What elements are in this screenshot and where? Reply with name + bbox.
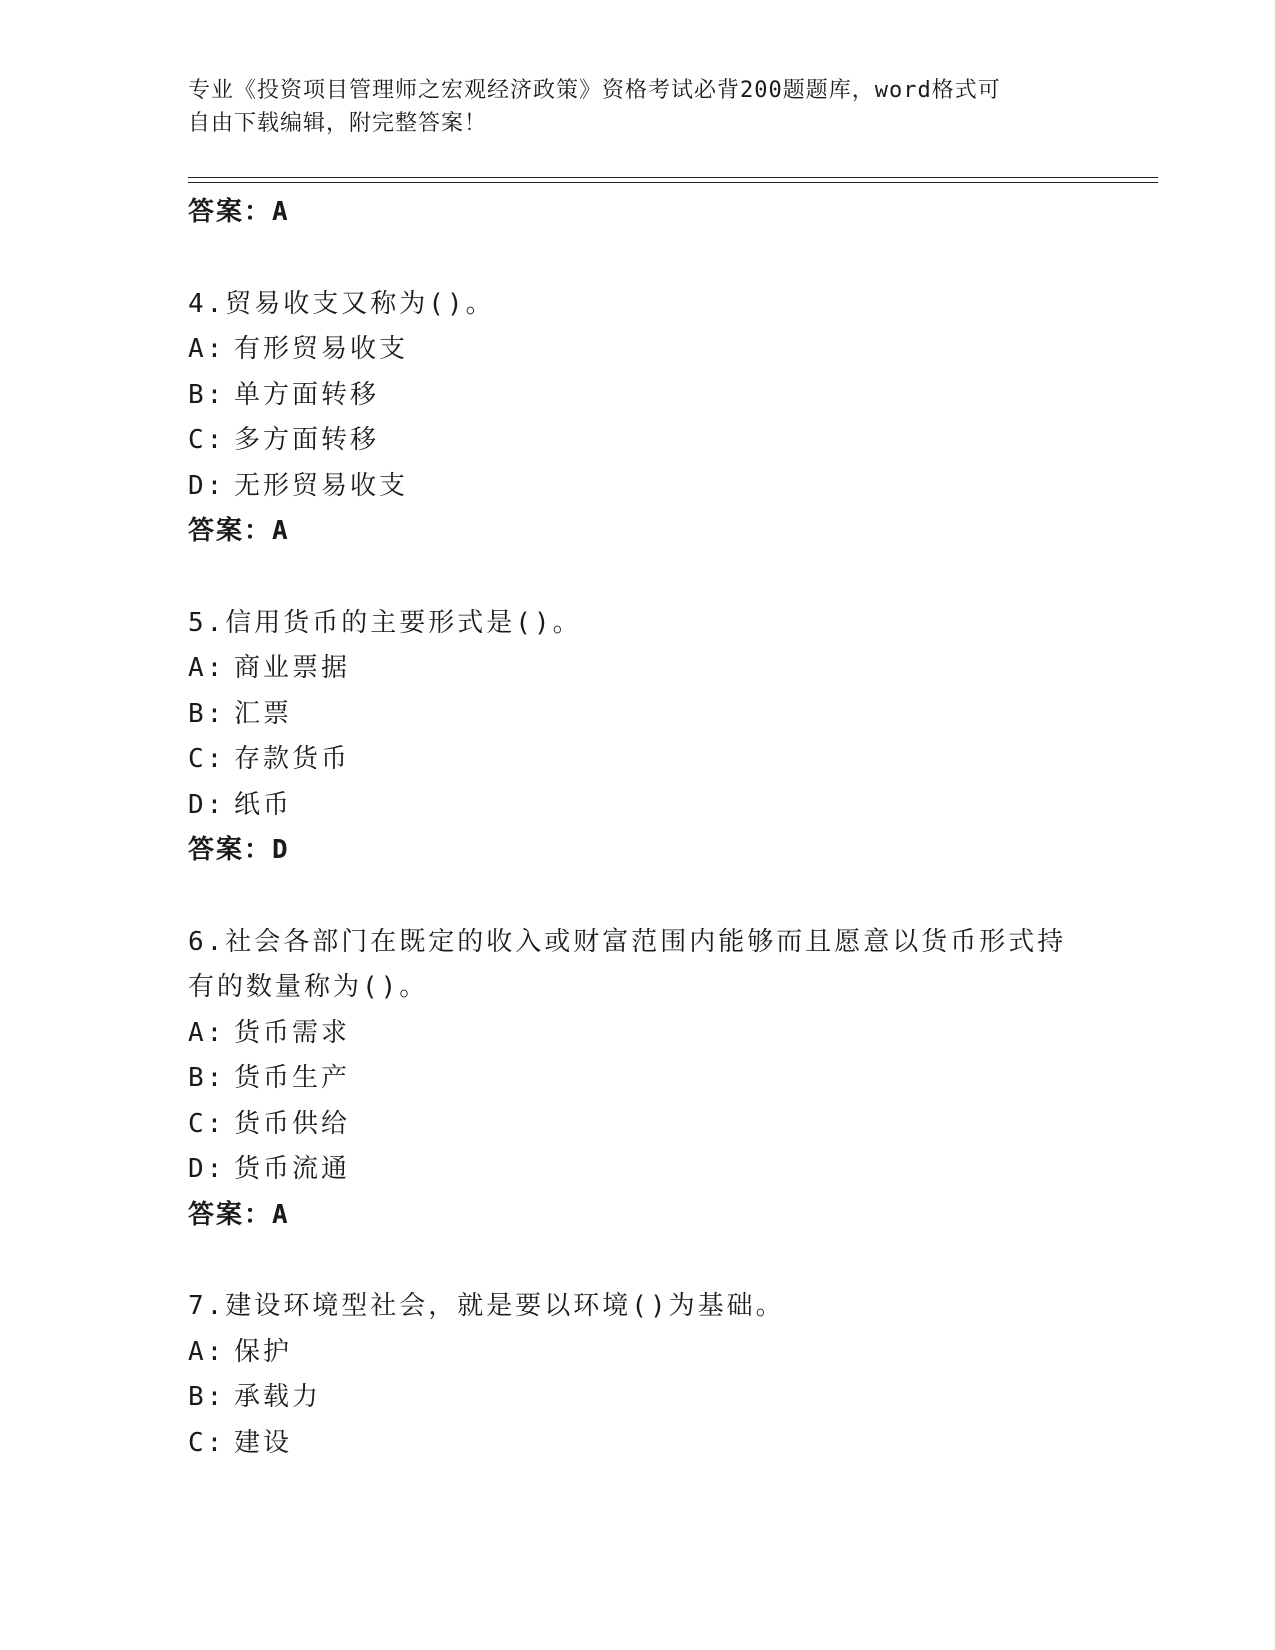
header-line-1: 专业《投资项目管理师之宏观经济政策》资格考试必背200题题库，word格式可 bbox=[188, 78, 1001, 103]
option-text: 有形贸易收支 bbox=[234, 334, 409, 364]
option-c bbox=[188, 737, 1088, 783]
option-d bbox=[188, 783, 1088, 829]
option-label: A: bbox=[188, 1017, 226, 1048]
header-rule-top bbox=[188, 177, 1158, 178]
option-text: 建设 bbox=[234, 1427, 293, 1458]
option-text: 商业票据 bbox=[234, 653, 351, 683]
question-stem-line-1: 6.社会各部门在既定的收入或财富范围内能够而且愿意以货币形式持 bbox=[188, 926, 1067, 957]
option-text: 汇票 bbox=[234, 698, 293, 729]
option-label: B: bbox=[188, 1382, 226, 1412]
option-a bbox=[188, 1011, 1088, 1057]
option-a bbox=[188, 327, 1088, 373]
option-label: D: bbox=[188, 470, 226, 501]
spacer bbox=[188, 1238, 1088, 1284]
option-label: B: bbox=[188, 1063, 226, 1093]
option-text: 货币需求 bbox=[234, 1017, 351, 1048]
option-label: A: bbox=[188, 653, 226, 683]
spacer bbox=[188, 874, 1088, 920]
option-text: 单方面转移 bbox=[234, 379, 380, 410]
question-block bbox=[188, 920, 1088, 1239]
answer-line: 答案：A bbox=[188, 1199, 290, 1230]
question-stem: 5.信用货币的主要形式是()。 bbox=[188, 607, 582, 638]
option-label: B: bbox=[188, 698, 226, 729]
option-d bbox=[188, 1147, 1088, 1193]
header-line-2: 自由下载编辑，附完整答案！ bbox=[188, 111, 488, 136]
question-block bbox=[188, 601, 1088, 874]
option-a bbox=[188, 1330, 1088, 1376]
option-c bbox=[188, 1421, 1088, 1467]
option-c bbox=[188, 418, 1088, 464]
option-label: A: bbox=[188, 334, 226, 364]
option-text: 保护 bbox=[234, 1336, 293, 1367]
document-header bbox=[188, 74, 1088, 140]
option-label: A: bbox=[188, 1336, 226, 1367]
option-text: 纸币 bbox=[234, 789, 293, 820]
option-c bbox=[188, 1102, 1088, 1148]
option-text: 多方面转移 bbox=[234, 425, 380, 455]
option-text: 货币流通 bbox=[234, 1154, 351, 1184]
option-label: D: bbox=[188, 789, 226, 820]
option-text: 货币供给 bbox=[234, 1108, 351, 1139]
option-d bbox=[188, 464, 1088, 510]
option-b bbox=[188, 1056, 1088, 1102]
option-label: B: bbox=[188, 379, 226, 410]
option-text: 承载力 bbox=[234, 1382, 322, 1412]
spacer bbox=[188, 236, 1088, 282]
option-b bbox=[188, 373, 1088, 419]
option-text: 货币生产 bbox=[234, 1063, 351, 1093]
question-block bbox=[188, 1284, 1088, 1466]
option-b bbox=[188, 1375, 1088, 1421]
answer-line: 答案：D bbox=[188, 835, 290, 865]
option-label: D: bbox=[188, 1154, 226, 1184]
option-text: 存款货币 bbox=[234, 744, 351, 774]
option-label: C: bbox=[188, 1108, 226, 1139]
option-a bbox=[188, 646, 1088, 692]
header-rule-bottom bbox=[188, 182, 1158, 183]
option-text: 无形贸易收支 bbox=[234, 470, 409, 501]
option-label: C: bbox=[188, 425, 226, 455]
question-stem: 7.建设环境型社会，就是要以环境()为基础。 bbox=[188, 1291, 785, 1321]
question-block bbox=[188, 282, 1088, 555]
answer-line: 答案：A bbox=[188, 516, 290, 546]
question-stem: 4.贸易收支又称为()。 bbox=[188, 288, 495, 319]
question-stem-line-2: 有的数量称为()。 bbox=[188, 972, 429, 1002]
document-body bbox=[188, 190, 1088, 1466]
answer-line: 答案：A bbox=[188, 197, 290, 227]
option-label: C: bbox=[188, 1427, 226, 1458]
spacer bbox=[188, 555, 1088, 601]
option-b bbox=[188, 692, 1088, 738]
option-label: C: bbox=[188, 744, 226, 774]
